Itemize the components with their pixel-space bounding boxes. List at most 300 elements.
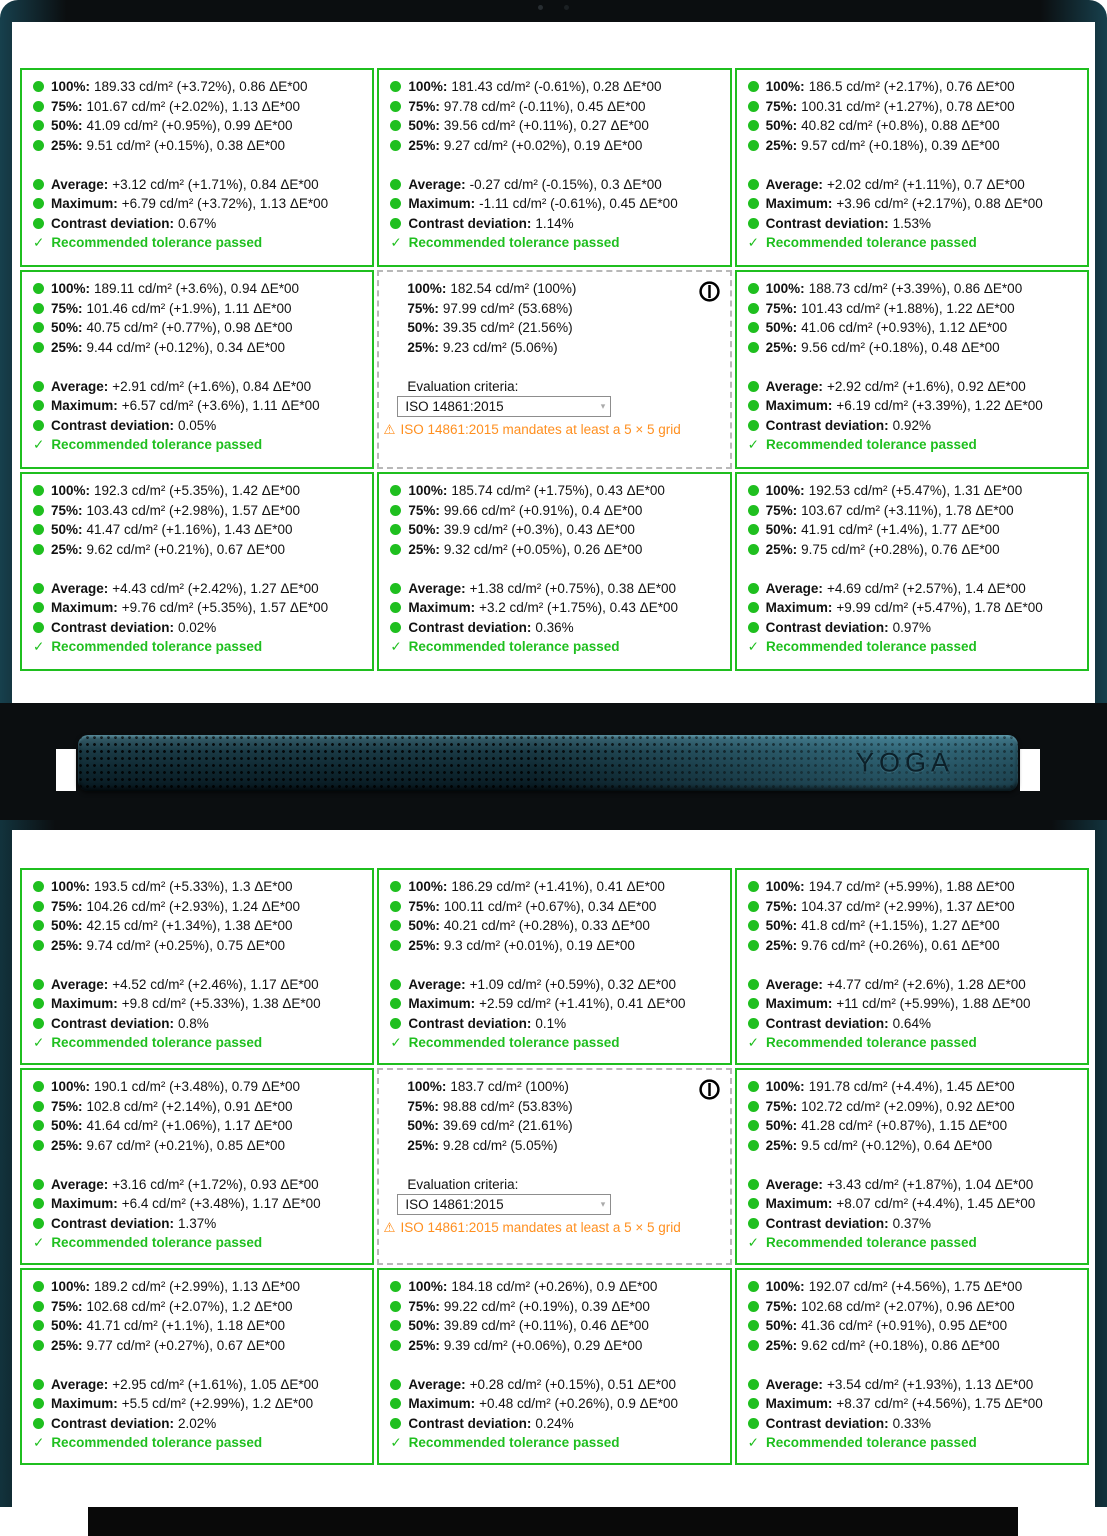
measurement-line-100 (748, 77, 1081, 97)
status-dot-icon (390, 101, 401, 112)
measurement-label: 50%: (765, 522, 798, 537)
status-dot-icon (748, 998, 759, 1009)
measurement-value: 0.05% (178, 417, 217, 433)
status-dot-icon (33, 1398, 44, 1409)
status-dot-icon (33, 979, 44, 990)
measurement-line-100 (390, 877, 723, 897)
measurement-label: Contrast deviation: (51, 619, 175, 635)
measurement-label: Maximum: (408, 1396, 476, 1411)
measurement-value: +0.48 cd/m² (+0.26%), 0.9 ΔE*00 (479, 1396, 678, 1411)
tolerance-status-text: Recommended tolerance passed (765, 1435, 977, 1450)
measurement-value: 192.53 cd/m² (+5.47%), 1.31 ΔE*00 (808, 483, 1023, 498)
spacer (748, 155, 1081, 175)
spacer (748, 1355, 1081, 1375)
status-dot-icon (748, 622, 759, 633)
measurement-line-25 (33, 338, 366, 358)
tolerance-status (390, 637, 723, 657)
power-toggle-icon[interactable] (698, 280, 721, 303)
measurement-value: 9.28 cd/m² (5.05%) (442, 1137, 558, 1153)
ambient-sensor-icon (564, 5, 569, 10)
measurement-value: 2.02% (178, 1415, 217, 1431)
measurement-line-average (33, 1175, 366, 1195)
tolerance-status (33, 435, 366, 455)
measurement-line-average (748, 1175, 1081, 1195)
uniformity-cell (735, 1068, 1089, 1265)
measurement-label: 100%: (408, 79, 448, 94)
measurement-value: 102.68 cd/m² (+2.07%), 0.96 ΔE*00 (801, 1298, 1015, 1314)
status-dot-icon (748, 283, 759, 294)
measurement-line-50 (748, 520, 1081, 540)
measurement-line-maximum (33, 194, 366, 214)
measurement-label: Maximum: (51, 1396, 118, 1411)
bottom-display-shell (0, 820, 1107, 1507)
measurement-label: Average: (408, 176, 466, 192)
measurement-line-contrast (33, 1014, 366, 1034)
measurement-label: Average: (765, 378, 823, 394)
status-dot-icon (748, 218, 759, 229)
measurement-label: 75%: (407, 300, 439, 316)
tolerance-status-text: Recommended tolerance passed (408, 639, 620, 654)
measurement-line-75 (407, 1097, 723, 1117)
measurement-line-100 (748, 877, 1081, 897)
status-dot-icon (390, 1340, 401, 1351)
measurement-value: 41.8 cd/m² (+1.15%), 1.27 ΔE*00 (801, 918, 1000, 933)
measurement-value: 1.14% (535, 215, 574, 231)
measurement-line-contrast (33, 416, 366, 436)
measurement-value: 9.74 cd/m² (+0.25%), 0.75 ΔE*00 (86, 937, 286, 953)
status-dot-icon (390, 140, 401, 151)
status-dot-icon (390, 1379, 401, 1390)
measurement-value: 100.11 cd/m² (+0.67%), 0.34 ΔE*00 (443, 898, 657, 914)
status-dot-icon (390, 524, 401, 535)
tolerance-status-text: Recommended tolerance passed (765, 1035, 977, 1050)
measurement-value: 192.3 cd/m² (+5.35%), 1.42 ΔE*00 (94, 483, 301, 498)
uniformity-cell (735, 270, 1089, 469)
measurement-line-75 (748, 97, 1081, 117)
measurement-line-25 (33, 540, 366, 560)
measurement-label: Average: (51, 176, 109, 192)
measurement-label: 75%: (765, 898, 798, 914)
measurement-label: 50%: (765, 320, 798, 335)
measurement-label: 25%: (51, 339, 83, 355)
measurement-value: 101.43 cd/m² (+1.88%), 1.22 ΔE*00 (801, 300, 1015, 316)
measurement-line-average (33, 975, 366, 995)
warning-text: ISO 14861:2015 mandates at least a 5 × 5 grid (400, 1220, 681, 1235)
status-dot-icon (390, 583, 401, 594)
measurement-label: Average: (408, 976, 466, 992)
measurement-value: +3.54 cd/m² (+1.93%), 1.13 ΔE*00 (826, 1376, 1034, 1392)
power-toggle-icon[interactable] (698, 1078, 721, 1101)
measurement-value: +3.43 cd/m² (+1.87%), 1.04 ΔE*00 (826, 1176, 1034, 1192)
measurement-label: 25%: (765, 1137, 798, 1153)
measurement-value: 189.2 cd/m² (+2.99%), 1.13 ΔE*00 (94, 1279, 301, 1294)
measurement-value: 104.37 cd/m² (+2.99%), 1.37 ΔE*00 (801, 898, 1015, 914)
bottom-bezel (88, 1507, 1018, 1536)
measurement-value: +5.5 cd/m² (+2.99%), 1.2 ΔE*00 (121, 1396, 314, 1411)
measurement-value: 9.3 cd/m² (+0.01%), 0.19 ΔE*00 (443, 937, 635, 953)
measurement-value: +11 cd/m² (+5.99%), 1.88 ΔE*00 (836, 996, 1031, 1011)
measurement-label: 100%: (51, 1279, 91, 1294)
status-dot-icon (390, 81, 401, 92)
measurement-label: 25%: (51, 137, 83, 153)
status-dot-icon (748, 179, 759, 190)
measurement-value: +9.99 cd/m² (+5.47%), 1.78 ΔE*00 (836, 600, 1043, 615)
measurement-line-50 (33, 916, 366, 936)
measurement-line-50 (33, 318, 366, 338)
status-dot-icon (33, 1340, 44, 1351)
measurement-label: 75%: (765, 1298, 798, 1314)
measurement-line-25 (748, 1136, 1081, 1156)
measurement-value: 192.07 cd/m² (+4.56%), 1.75 ΔE*00 (808, 1279, 1023, 1294)
measurement-line-75 (33, 501, 366, 521)
uniformity-cell (377, 472, 731, 671)
measurement-value: 0.33% (892, 1415, 931, 1431)
measurement-value: 9.77 cd/m² (+0.27%), 0.67 ΔE*00 (86, 1337, 286, 1353)
measurement-label: Contrast deviation: (408, 215, 532, 231)
measurement-line-25 (748, 136, 1081, 156)
measurement-value: 39.9 cd/m² (+0.3%), 0.43 ΔE*00 (443, 522, 635, 537)
status-dot-icon (390, 198, 401, 209)
measurement-line-average (748, 975, 1081, 995)
measurement-line-75 (33, 299, 366, 319)
status-dot-icon (748, 901, 759, 912)
status-dot-icon (33, 901, 44, 912)
tolerance-status (33, 1033, 366, 1053)
measurement-label: 75%: (51, 300, 83, 316)
spacer (33, 1155, 366, 1175)
tolerance-status-text: Recommended tolerance passed (765, 639, 977, 654)
status-dot-icon (33, 198, 44, 209)
uniformity-cell (20, 472, 374, 671)
status-dot-icon (748, 1101, 759, 1112)
measurement-line-average (33, 377, 366, 397)
measurement-value: +3.96 cd/m² (+2.17%), 0.88 ΔE*00 (836, 196, 1043, 211)
measurement-label: Maximum: (51, 600, 118, 615)
measurement-line-50 (748, 916, 1081, 936)
status-dot-icon (33, 544, 44, 555)
measurement-value: 9.76 cd/m² (+0.26%), 0.61 ΔE*00 (801, 937, 1000, 953)
status-dot-icon (748, 602, 759, 613)
measurement-value: 185.74 cd/m² (+1.75%), 0.43 ΔE*00 (451, 483, 665, 498)
hinge-gap-left (56, 749, 76, 791)
tolerance-status-text: Recommended tolerance passed (51, 639, 263, 654)
check-icon: ✓ (33, 1035, 45, 1050)
measurement-value: 97.78 cd/m² (-0.11%), 0.45 ΔE*00 (443, 98, 646, 114)
check-icon: ✓ (33, 437, 45, 452)
measurement-value: 101.46 cd/m² (+1.9%), 1.11 ΔE*00 (86, 300, 292, 316)
status-dot-icon (390, 505, 401, 516)
measurement-value: 186.29 cd/m² (+1.41%), 0.41 ΔE*00 (451, 879, 665, 894)
measurement-value: 193.5 cd/m² (+5.33%), 1.3 ΔE*00 (94, 879, 293, 894)
status-dot-icon (33, 583, 44, 594)
measurement-value: +0.28 cd/m² (+0.15%), 0.51 ΔE*00 (469, 1376, 676, 1392)
measurement-label: Maximum: (408, 600, 476, 615)
measurement-label: Average: (765, 1376, 823, 1392)
status-dot-icon (33, 140, 44, 151)
measurement-value: +3.16 cd/m² (+1.72%), 0.93 ΔE*00 (112, 1176, 319, 1192)
measurement-value: +3.12 cd/m² (+1.71%), 0.84 ΔE*00 (112, 176, 319, 192)
status-dot-icon (390, 1320, 401, 1331)
tolerance-status-text: Recommended tolerance passed (51, 437, 263, 452)
status-dot-icon (390, 544, 401, 555)
measurement-value: -1.11 cd/m² (-0.61%), 0.45 ΔE*00 (479, 196, 678, 211)
measurement-label: Maximum: (765, 398, 833, 413)
measurement-value: 41.47 cd/m² (+1.16%), 1.43 ΔE*00 (86, 522, 293, 537)
measurement-label: 100%: (407, 281, 447, 296)
status-dot-icon (33, 1140, 44, 1151)
measurement-value: +6.57 cd/m² (+3.6%), 1.11 ΔE*00 (121, 398, 320, 413)
measurement-value: 191.78 cd/m² (+4.4%), 1.45 ΔE*00 (808, 1079, 1015, 1094)
measurement-label: Average: (765, 580, 823, 596)
spacer (748, 559, 1081, 579)
status-dot-icon (390, 940, 401, 951)
measurement-line-average (748, 1375, 1081, 1395)
measurement-value: +2.02 cd/m² (+1.11%), 0.7 ΔE*00 (826, 176, 1025, 192)
measurement-label: 50%: (408, 1318, 440, 1333)
measurement-line-25 (748, 338, 1081, 358)
check-icon: ✓ (747, 437, 759, 452)
warning-icon: ⚠ (383, 422, 396, 437)
measurement-value: +6.4 cd/m² (+3.48%), 1.17 ΔE*00 (121, 1196, 321, 1211)
status-dot-icon (748, 400, 759, 411)
measurement-value: 188.73 cd/m² (+3.39%), 0.86 ΔE*00 (808, 281, 1023, 296)
status-dot-icon (748, 420, 759, 431)
measurement-value: 0.97% (892, 619, 931, 635)
measurement-label: 25%: (765, 1337, 798, 1353)
status-dot-icon (748, 1379, 759, 1390)
measurement-line-25 (390, 1336, 723, 1356)
measurement-label: 100%: (765, 1279, 805, 1294)
measurement-line-contrast (748, 1014, 1081, 1034)
status-dot-icon (748, 1320, 759, 1331)
measurement-line-50 (33, 520, 366, 540)
measurement-label: 50%: (407, 320, 439, 335)
measurement-label: Maximum: (408, 996, 476, 1011)
measurement-line-75 (390, 897, 723, 917)
measurement-value: 40.21 cd/m² (+0.28%), 0.33 ΔE*00 (443, 918, 650, 933)
measurement-value: 182.54 cd/m² (100%) (450, 281, 577, 296)
measurement-line-50 (33, 116, 366, 136)
measurement-value: +4.43 cd/m² (+2.42%), 1.27 ΔE*00 (112, 580, 319, 596)
measurement-value: 101.67 cd/m² (+2.02%), 1.13 ΔE*00 (86, 98, 301, 114)
status-dot-icon (390, 920, 401, 931)
hinge (0, 703, 1107, 820)
measurement-line-75 (33, 897, 366, 917)
measurement-line-50 (748, 318, 1081, 338)
measurement-line-25 (390, 540, 723, 560)
status-dot-icon (33, 1379, 44, 1390)
check-icon: ✓ (33, 1435, 45, 1450)
status-dot-icon (33, 1281, 44, 1292)
measurement-value: 9.51 cd/m² (+0.15%), 0.38 ΔE*00 (86, 137, 286, 153)
measurement-value: 41.71 cd/m² (+1.1%), 1.18 ΔE*00 (86, 1318, 286, 1333)
uniformity-cell (20, 1068, 374, 1265)
status-dot-icon (33, 420, 44, 431)
measurement-label: Maximum: (765, 600, 833, 615)
tolerance-status (390, 1033, 723, 1053)
measurement-label: 25%: (408, 541, 440, 557)
measurement-label: Maximum: (408, 196, 476, 211)
measurement-line-75 (390, 1297, 723, 1317)
measurement-value: 41.09 cd/m² (+0.95%), 0.99 ΔE*00 (86, 118, 293, 133)
grid-size-warning (383, 420, 723, 440)
measurement-line-50 (33, 1116, 366, 1136)
tolerance-status-text: Recommended tolerance passed (765, 235, 977, 250)
status-dot-icon (748, 1179, 759, 1190)
evaluation-criteria-label: Evaluation criteria: (407, 378, 519, 394)
measurement-label: Maximum: (51, 1196, 118, 1211)
check-icon: ✓ (747, 235, 759, 250)
measurement-label: Average: (765, 1176, 823, 1192)
status-dot-icon (748, 505, 759, 516)
status-dot-icon (748, 485, 759, 496)
measurement-value: 0.37% (892, 1215, 931, 1231)
status-dot-icon (33, 1198, 44, 1209)
measurement-line-maximum (748, 396, 1081, 416)
measurement-line-25 (407, 338, 723, 358)
measurement-line-25 (748, 936, 1081, 956)
tolerance-status (748, 1433, 1081, 1453)
measurement-value: 42.15 cd/m² (+1.34%), 1.38 ΔE*00 (86, 918, 293, 933)
status-dot-icon (748, 381, 759, 392)
measurement-value: 41.91 cd/m² (+1.4%), 1.77 ΔE*00 (801, 522, 1000, 537)
reference-cell (377, 270, 731, 469)
measurement-line-average (33, 1375, 366, 1395)
uniformity-cell (20, 270, 374, 469)
measurement-label: 100%: (51, 879, 91, 894)
evaluation-criteria-select[interactable] (397, 396, 611, 417)
measurement-line-maximum (33, 396, 366, 416)
measurement-label: 75%: (408, 1298, 440, 1314)
tolerance-status (33, 1233, 366, 1253)
measurement-line-average (33, 579, 366, 599)
check-icon: ✓ (390, 1435, 402, 1450)
measurement-label: 25%: (765, 339, 798, 355)
measurement-line-maximum (33, 598, 366, 618)
selected-criteria-value: ISO 14861:2015 (405, 1196, 504, 1212)
speaker-grille (78, 735, 1018, 791)
measurement-value: 97.99 cd/m² (53.68%) (442, 300, 573, 316)
measurement-label: 75%: (408, 502, 440, 518)
measurement-line-100 (748, 1077, 1081, 1097)
measurement-line-average (748, 377, 1081, 397)
measurement-value: 9.44 cd/m² (+0.12%), 0.34 ΔE*00 (86, 339, 286, 355)
uniformity-cell (20, 868, 374, 1065)
status-dot-icon (390, 979, 401, 990)
measurement-line-25 (33, 936, 366, 956)
measurement-label: Contrast deviation: (408, 1015, 532, 1031)
measurement-value: 0.92% (892, 417, 931, 433)
spacer (33, 559, 366, 579)
measurement-line-average (390, 175, 723, 195)
evaluation-criteria-select[interactable] (397, 1194, 611, 1215)
status-dot-icon (748, 1301, 759, 1312)
measurement-line-75 (748, 501, 1081, 521)
uniformity-cell (735, 868, 1089, 1065)
status-dot-icon (748, 881, 759, 892)
status-dot-icon (748, 1398, 759, 1409)
measurement-label: 75%: (408, 98, 440, 114)
status-dot-icon (748, 940, 759, 951)
measurement-line-75 (748, 897, 1081, 917)
measurement-value: 9.62 cd/m² (+0.21%), 0.67 ΔE*00 (86, 541, 286, 557)
measurement-value: 41.64 cd/m² (+1.06%), 1.17 ΔE*00 (86, 1118, 293, 1133)
status-dot-icon (33, 1301, 44, 1312)
measurement-line-50 (748, 116, 1081, 136)
measurement-line-contrast (33, 214, 366, 234)
measurement-value: +2.59 cd/m² (+1.41%), 0.41 ΔE*00 (479, 996, 686, 1011)
measurement-label: 50%: (765, 1318, 798, 1333)
uniformity-cell (377, 68, 731, 267)
measurement-label: Contrast deviation: (51, 215, 175, 231)
measurement-label: Average: (408, 1376, 466, 1392)
measurement-value: 0.67% (178, 215, 217, 231)
measurement-line-100 (33, 877, 366, 897)
measurement-line-contrast (748, 1414, 1081, 1434)
selected-criteria-value: ISO 14861:2015 (405, 398, 504, 414)
measurement-value: 39.89 cd/m² (+0.11%), 0.46 ΔE*00 (443, 1318, 649, 1333)
measurement-label: 25%: (765, 541, 798, 557)
status-dot-icon (748, 583, 759, 594)
measurement-line-contrast (390, 1414, 723, 1434)
status-dot-icon (390, 1301, 401, 1312)
measurement-label: Contrast deviation: (51, 1415, 175, 1431)
measurement-line-75 (748, 1297, 1081, 1317)
measurement-line-maximum (748, 598, 1081, 618)
measurement-value: 9.57 cd/m² (+0.18%), 0.39 ΔE*00 (801, 137, 1000, 153)
measurement-value: 190.1 cd/m² (+3.48%), 0.79 ΔE*00 (94, 1079, 301, 1094)
measurement-label: 100%: (765, 281, 805, 296)
dropdown-arrow-icon: ▾ (600, 1199, 606, 1209)
measurement-label: 25%: (51, 1137, 83, 1153)
measurement-line-75 (748, 299, 1081, 319)
uniformity-cell (377, 868, 731, 1065)
measurement-line-contrast (748, 618, 1081, 638)
spacer (748, 955, 1081, 975)
status-dot-icon (748, 342, 759, 353)
measurement-label: Maximum: (765, 1196, 833, 1211)
measurement-label: 75%: (765, 502, 798, 518)
measurement-line-75 (407, 299, 723, 319)
measurement-line-50 (390, 116, 723, 136)
measurement-line-25 (33, 136, 366, 156)
status-dot-icon (33, 524, 44, 535)
tolerance-status (748, 233, 1081, 253)
measurement-line-100 (33, 77, 366, 97)
status-dot-icon (33, 322, 44, 333)
status-dot-icon (33, 179, 44, 190)
spacer (33, 955, 366, 975)
measurement-value: 189.33 cd/m² (+3.72%), 0.86 ΔE*00 (94, 79, 308, 94)
measurement-value: +1.38 cd/m² (+0.75%), 0.38 ΔE*00 (469, 580, 676, 596)
status-dot-icon (33, 881, 44, 892)
measurement-label: 25%: (408, 1337, 440, 1353)
measurement-label: 50%: (765, 118, 798, 133)
measurement-label: 75%: (765, 98, 798, 114)
status-dot-icon (748, 322, 759, 333)
measurement-value: +3.2 cd/m² (+1.75%), 0.43 ΔE*00 (479, 600, 678, 615)
measurement-value: 0.02% (178, 619, 217, 635)
tolerance-status (748, 1033, 1081, 1053)
measurement-label: 100%: (51, 1079, 91, 1094)
measurement-line-maximum (33, 1394, 366, 1414)
bottom-uniformity-grid (20, 868, 1089, 1465)
measurement-label: 100%: (765, 879, 805, 894)
measurement-label: 50%: (408, 918, 440, 933)
measurement-value: 0.8% (178, 1015, 209, 1031)
status-dot-icon (33, 485, 44, 496)
measurement-value: +9.76 cd/m² (+5.35%), 1.57 ΔE*00 (121, 600, 329, 615)
